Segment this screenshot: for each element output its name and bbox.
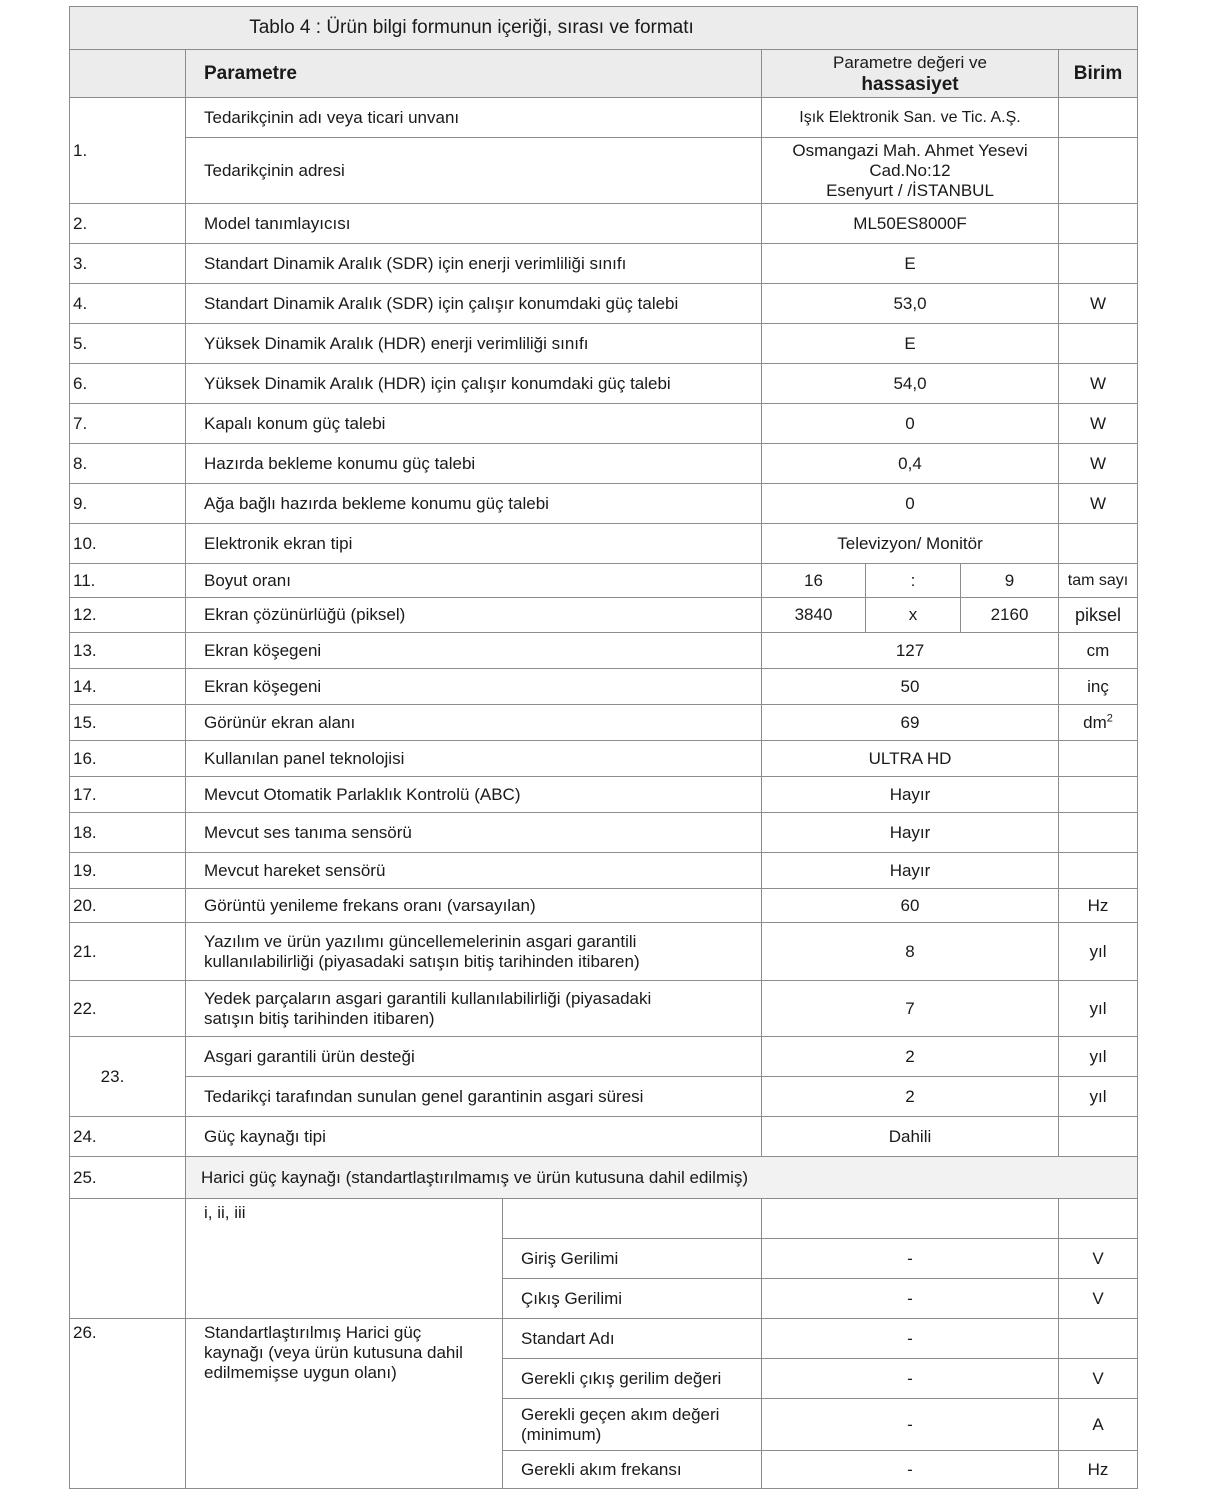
row-num: 18. <box>70 813 186 853</box>
row-label-line2: satışın bitiş tarihinden itibaren) <box>204 1008 435 1028</box>
table-row <box>70 813 1138 853</box>
row-value: Televizyon/ Monitör <box>762 524 1059 564</box>
sub-value: - <box>762 1319 1059 1359</box>
table-row <box>70 1117 1138 1157</box>
row-label: i, ii, iii <box>186 1199 503 1319</box>
row-value: Hayır <box>762 777 1059 813</box>
sub-label-line1: Gerekli geçen akım değeri <box>521 1404 720 1424</box>
row-label: Ekran köşegeni <box>186 669 762 705</box>
row-num: 16. <box>70 741 186 777</box>
sub-label-line2: (minimum) <box>521 1424 602 1444</box>
unit-text: dm <box>1083 712 1107 732</box>
header-value-line2: hassasiyet <box>861 73 959 95</box>
product-info-form <box>69 6 1137 1489</box>
row-value-b: 2160 <box>961 598 1059 633</box>
address-line3: Esenyurt / /İSTANBUL <box>826 180 994 200</box>
header-num <box>70 50 186 98</box>
row-label <box>186 1319 503 1489</box>
sub-value: - <box>762 1451 1059 1489</box>
row-label: Model tanımlayıcısı <box>186 204 762 244</box>
row-unit <box>1059 705 1138 741</box>
row-unit <box>1059 324 1138 364</box>
row-num: 21. <box>70 923 186 981</box>
table-row <box>70 598 1138 633</box>
row-num: 4. <box>70 284 186 324</box>
sub-value <box>762 1199 1059 1239</box>
row-value: Hayır <box>762 853 1059 889</box>
row-value: ULTRA HD <box>762 741 1059 777</box>
row-num: 22. <box>70 981 186 1037</box>
row-label: Standart Dinamik Aralık (SDR) için enerji verimliliği sınıfı <box>186 244 762 284</box>
row-label: Mevcut hareket sensörü <box>186 853 762 889</box>
sub-label <box>503 1399 762 1451</box>
row-label: Ağa bağlı hazırda bekleme konumu güç talebi <box>186 484 762 524</box>
table-title-text: Tablo 4 : Ürün bilgi formunun içeriği, sırası ve formatı <box>249 17 694 38</box>
row-label: Tedarikçinin adresi <box>186 138 762 204</box>
row-value: 0 <box>762 484 1059 524</box>
row-label: Boyut oranı <box>186 564 762 598</box>
row-unit: W <box>1059 484 1138 524</box>
row-label: Kullanılan panel teknolojisi <box>186 741 762 777</box>
row-value: E <box>762 244 1059 284</box>
row-unit <box>1059 524 1138 564</box>
row-value <box>762 138 1059 204</box>
row-value-sep: x <box>866 598 961 633</box>
row-num-empty <box>70 1199 186 1319</box>
table-title <box>70 7 1138 50</box>
row-unit: tam sayı <box>1059 564 1138 598</box>
table-row <box>70 98 1138 138</box>
table-row <box>70 484 1138 524</box>
header-row <box>70 50 1138 98</box>
sub-unit: V <box>1059 1239 1138 1279</box>
row-value: 53,0 <box>762 284 1059 324</box>
row-num: 20. <box>70 889 186 923</box>
row-label: Güç kaynağı tipi <box>186 1117 762 1157</box>
row-unit <box>1059 777 1138 813</box>
table-row <box>70 777 1138 813</box>
row-num: 26. <box>70 1319 186 1489</box>
row-num: 25. <box>70 1157 186 1199</box>
row-num: 13. <box>70 633 186 669</box>
row-value: 2 <box>762 1077 1059 1117</box>
row-unit <box>1059 1117 1138 1157</box>
row-value: 8 <box>762 923 1059 981</box>
row-unit <box>1059 244 1138 284</box>
row-unit <box>1059 98 1138 138</box>
row-value-b: 9 <box>961 564 1059 598</box>
row-value: 60 <box>762 889 1059 923</box>
header-param: Parametre <box>186 50 762 98</box>
row-label: Standart Dinamik Aralık (SDR) için çalışır konumdaki güç talebi <box>186 284 762 324</box>
table-row <box>70 981 1138 1037</box>
row-num: 19. <box>70 853 186 889</box>
sub-label: Gerekli çıkış gerilim değeri <box>503 1359 762 1399</box>
table-row <box>70 741 1138 777</box>
group-label-line3: edilmemişse uygun olanı) <box>204 1363 397 1382</box>
table-row <box>70 444 1138 484</box>
row-label <box>186 981 762 1037</box>
row-unit <box>1059 741 1138 777</box>
table-row <box>70 524 1138 564</box>
row-num: 9. <box>70 484 186 524</box>
row-unit: yıl <box>1059 923 1138 981</box>
row-unit: piksel <box>1059 598 1138 633</box>
row-unit: inç <box>1059 669 1138 705</box>
row-num: 8. <box>70 444 186 484</box>
table-row <box>70 889 1138 923</box>
sub-value: - <box>762 1359 1059 1399</box>
row-unit <box>1059 853 1138 889</box>
row-value-sep: : <box>866 564 961 598</box>
sub-unit <box>1059 1319 1138 1359</box>
row-num: 1. <box>70 98 186 204</box>
row-label <box>186 923 762 981</box>
sub-label: Giriş Gerilimi <box>503 1239 762 1279</box>
row-num: 24. <box>70 1117 186 1157</box>
sub-value: - <box>762 1239 1059 1279</box>
row-value: Hayır <box>762 813 1059 853</box>
sub-label: Gerekli akım frekansı <box>503 1451 762 1489</box>
row-num: 12. <box>70 598 186 633</box>
row-unit: yıl <box>1059 1077 1138 1117</box>
row-label: Harici güç kaynağı (standartlaştırılmamış ve ürün kutusuna dahil edilmiş) <box>186 1157 1138 1199</box>
sub-label: Çıkış Gerilimi <box>503 1279 762 1319</box>
row-num: 14. <box>70 669 186 705</box>
table-row <box>70 853 1138 889</box>
header-unit: Birim <box>1059 50 1138 98</box>
table-row <box>70 244 1138 284</box>
row-unit: W <box>1059 364 1138 404</box>
row-value-a: 3840 <box>762 598 866 633</box>
row-unit <box>1059 204 1138 244</box>
row-num: 17. <box>70 777 186 813</box>
row-label: Yüksek Dinamik Aralık (HDR) enerji verimliliği sınıfı <box>186 324 762 364</box>
row-num: 10. <box>70 524 186 564</box>
row-value: 0,4 <box>762 444 1059 484</box>
row-label: Görünür ekran alanı <box>186 705 762 741</box>
row-num: 15. <box>70 705 186 741</box>
row-value: 7 <box>762 981 1059 1037</box>
row-num: 11. <box>70 564 186 598</box>
row-label: Mevcut ses tanıma sensörü <box>186 813 762 853</box>
row-num: 6. <box>70 364 186 404</box>
row-label: Mevcut Otomatik Parlaklık Kontrolü (ABC) <box>186 777 762 813</box>
row-value: Dahili <box>762 1117 1059 1157</box>
row-value: 0 <box>762 404 1059 444</box>
row-label: Ekran köşegeni <box>186 633 762 669</box>
table-row <box>70 1077 1138 1117</box>
row-label: Kapalı konum güç talebi <box>186 404 762 444</box>
row-unit: cm <box>1059 633 1138 669</box>
table-row <box>70 404 1138 444</box>
address-line2: Cad.No:12 <box>869 160 951 180</box>
row-label: Yüksek Dinamik Aralık (HDR) için çalışır konumdaki güç talebi <box>186 364 762 404</box>
table-row <box>70 705 1138 741</box>
table-row <box>70 284 1138 324</box>
product-info-table <box>69 6 1138 1489</box>
row-unit: yıl <box>1059 981 1138 1037</box>
table-row <box>70 564 1138 598</box>
row-unit <box>1059 138 1138 204</box>
sub-unit <box>1059 1199 1138 1239</box>
row-value: 127 <box>762 633 1059 669</box>
row-value-a: 16 <box>762 564 866 598</box>
table-row <box>70 324 1138 364</box>
row-value: 54,0 <box>762 364 1059 404</box>
row-num: 3. <box>70 244 186 284</box>
sub-value: - <box>762 1399 1059 1451</box>
row-label: Hazırda bekleme konumu güç talebi <box>186 444 762 484</box>
row-unit: W <box>1059 284 1138 324</box>
row-label: Tedarikçinin adı veya ticari unvanı <box>186 98 762 138</box>
sub-unit: V <box>1059 1359 1138 1399</box>
table-row <box>70 1199 1138 1239</box>
table-row <box>70 1037 1138 1077</box>
row-label: Asgari garantili ürün desteği <box>186 1037 762 1077</box>
row-value: 69 <box>762 705 1059 741</box>
header-value <box>762 50 1059 98</box>
table-row <box>70 669 1138 705</box>
row-value: 50 <box>762 669 1059 705</box>
row-unit: yıl <box>1059 1037 1138 1077</box>
table-row <box>70 138 1138 204</box>
row-num: 7. <box>70 404 186 444</box>
row-value: E <box>762 324 1059 364</box>
row-unit <box>1059 813 1138 853</box>
title-row <box>70 7 1138 50</box>
row-label: Tedarikçi tarafından sunulan genel garantinin asgari süresi <box>186 1077 762 1117</box>
sub-label <box>503 1199 762 1239</box>
table-row <box>70 1319 1138 1359</box>
row-num: 23. <box>70 1037 186 1117</box>
table-row <box>70 1157 1138 1199</box>
row-label: Görüntü yenileme frekans oranı (varsayılan) <box>186 889 762 923</box>
sub-unit: V <box>1059 1279 1138 1319</box>
row-label-line1: Yazılım ve ürün yazılımı güncellemelerinin asgari garantili <box>204 931 637 951</box>
table-row <box>70 633 1138 669</box>
row-label-line2: kullanılabilirliği (piyasadaki satışın bitiş tarihinden itibaren) <box>204 951 640 971</box>
sub-value: - <box>762 1279 1059 1319</box>
row-unit: Hz <box>1059 889 1138 923</box>
row-value: Işık Elektronik San. ve Tic. A.Ş. <box>762 98 1059 138</box>
table-row <box>70 204 1138 244</box>
sub-label: Standart Adı <box>503 1319 762 1359</box>
sub-unit: A <box>1059 1399 1138 1451</box>
table-row <box>70 923 1138 981</box>
row-label: Ekran çözünürlüğü (piksel) <box>186 598 762 633</box>
sub-unit: Hz <box>1059 1451 1138 1489</box>
row-unit: W <box>1059 404 1138 444</box>
row-num: 2. <box>70 204 186 244</box>
header-value-line1: Parametre değeri ve <box>832 52 988 72</box>
row-label-line1: Yedek parçaların asgari garantili kullanılabilirliği (piyasadaki <box>204 988 652 1008</box>
unit-superscript: 2 <box>1106 711 1113 724</box>
row-value: ML50ES8000F <box>762 204 1059 244</box>
table-row <box>70 364 1138 404</box>
group-label-line2: kaynağı (veya ürün kutusuna dahil <box>204 1343 463 1362</box>
row-num: 5. <box>70 324 186 364</box>
row-label: Elektronik ekran tipi <box>186 524 762 564</box>
group-label-line1: Standartlaştırılmış Harici güç <box>204 1323 422 1342</box>
address-line1: Osmangazi Mah. Ahmet Yesevi <box>792 140 1028 160</box>
row-unit: W <box>1059 444 1138 484</box>
row-value: 2 <box>762 1037 1059 1077</box>
